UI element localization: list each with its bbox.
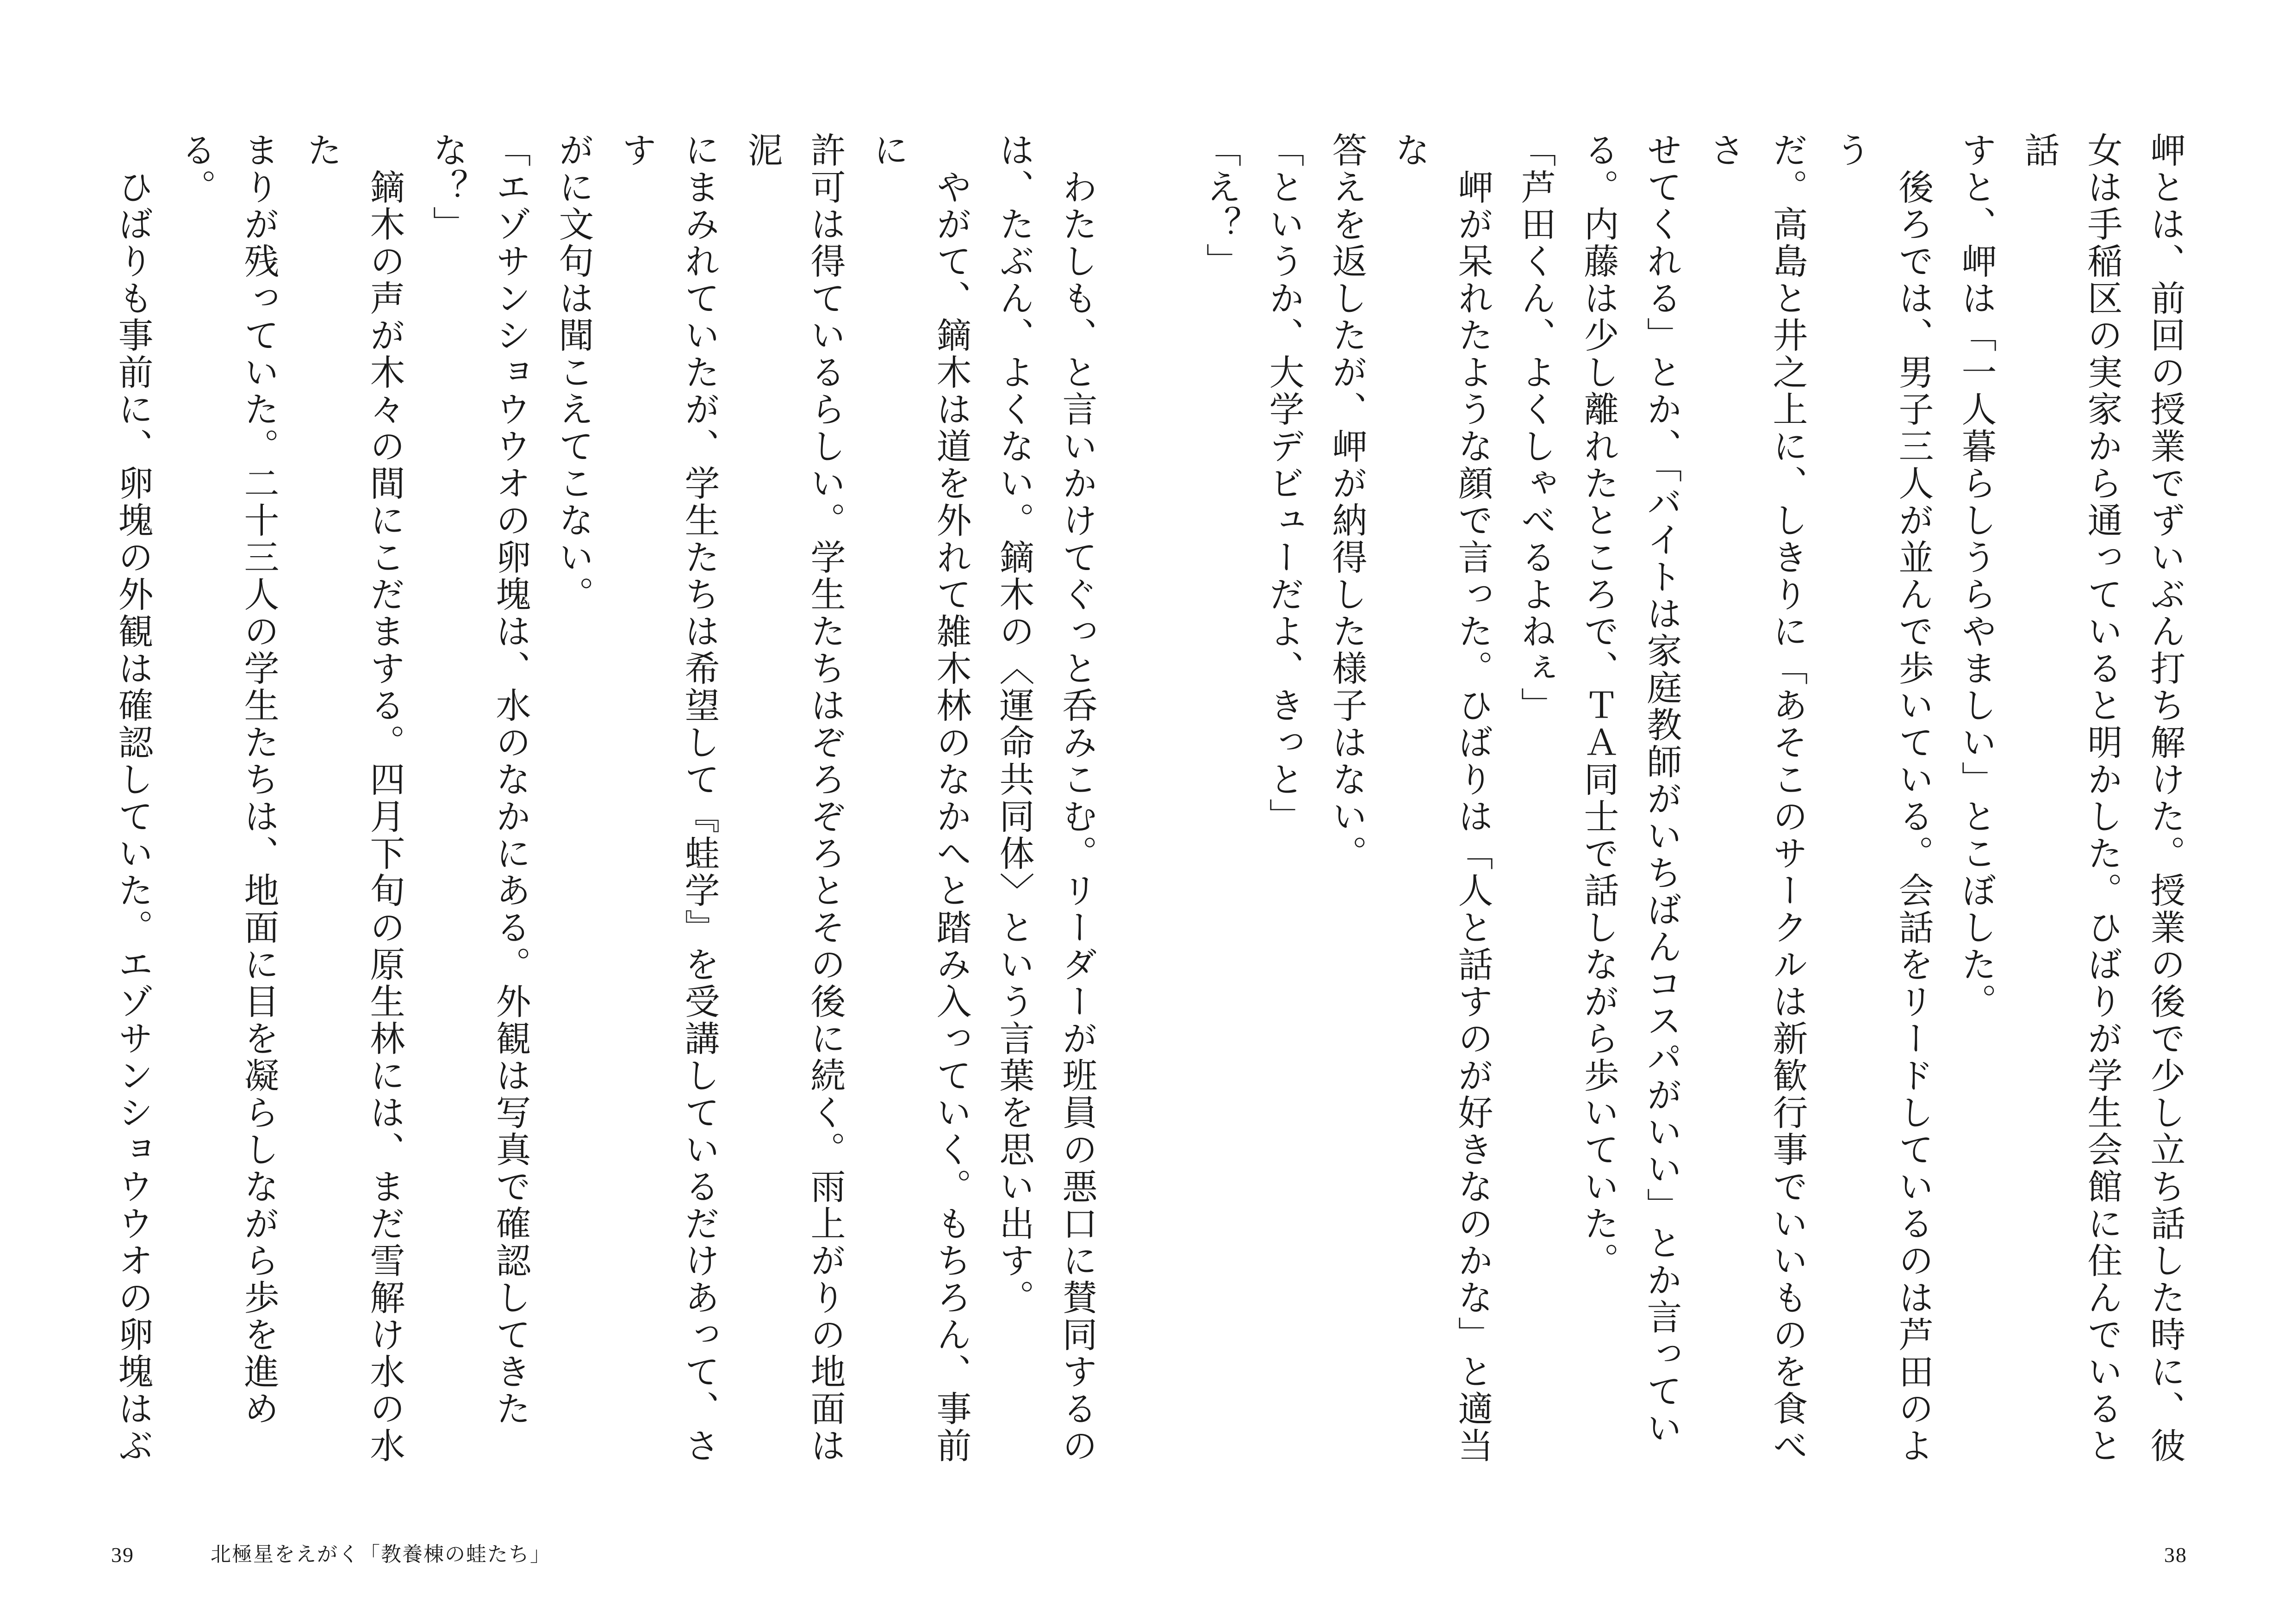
page-number-right: 38: [2164, 1543, 2187, 1567]
text-column: 後ろでは、男子三人が並んで歩いている。会話をリードしているのは芦田のよう: [1830, 132, 1934, 1464]
text-column: る。内藤は少し離れたところで、ＴＡ同士で話しながら歩いていた。: [1578, 132, 1619, 1279]
text-column: [1188, 132, 1189, 1488]
text-column: ひばりも事前に、卵塊の外観は確認していた。エゾサンショウウオの卵塊はぶ: [112, 169, 154, 1464]
text-column: な？」: [427, 132, 468, 243]
text-column: やがて、鏑木は道を外れて雑木林のなかへと踏み入っていく。もちろん、事前に: [868, 132, 972, 1464]
text-column: まりが残っていた。二十三人の学生たちは、地面に目を凝らしながら歩を進める。: [175, 132, 280, 1427]
text-column: 答えを返したが、岬が納得した様子はない。: [1326, 132, 1368, 872]
text-column: すと、岬は「一人暮らしうらやましい」とこぼした。: [1956, 132, 1997, 1020]
text-column: 岬とは、前回の授業でずいぶん打ち解けた。授業の後で少し立ち話した時に、彼: [2145, 132, 2186, 1464]
text-column: 「というか、大学デビューだよ、きっと」: [1263, 132, 1305, 835]
text-column: 鏑木の声が木々の間にこだまする。四月下旬の原生林には、まだ雪解け水の水た: [301, 132, 405, 1464]
text-column: 岬が呆れたような顔で言った。ひばりは「人と話すのが好きなのかな」と適当な: [1389, 132, 1493, 1464]
text-column: は、たぶん、よくない。鏑木の〈運命共同体〉という言葉を思い出す。: [994, 132, 1035, 1316]
text-column: だ。高島と井之上に、しきりに「あそこのサークルは新歓行事でいいものを食べさ: [1704, 132, 1808, 1464]
text-column: 「エゾサンショウウオの卵塊は、水のなかにある。外観は写真で確認してきた: [490, 132, 531, 1427]
text-column: がに文句は聞こえてこない。: [553, 132, 594, 613]
text-column: 「芦田くん、よくしゃべるよねぇ」: [1515, 132, 1556, 724]
text-column: にまみれていたが、学生たちは希望して『蛙学』を受講しているだけあって、さす: [616, 132, 720, 1464]
text-column: 「え？」: [1201, 132, 1242, 280]
text-column: せてくれる」とか、「バイトは家庭教師がいちばんコスパがいい」とか言ってい: [1641, 132, 1682, 1447]
text-column: 許可は得ているらしい。学生たちはぞろぞろとその後に続く。雨上がりの地面は泥: [742, 132, 846, 1464]
left-page-body: [100, 132, 1108, 1488]
running-head: 北極星をえがく「教養棟の蛙たち」: [211, 1543, 551, 1566]
text-column: わたしも、と言いかけてぐっと呑みこむ。リーダーが班員の悪口に賛同するの: [1057, 132, 1098, 1464]
text-column: 女は手稲区の実家から通っていると明かした。ひばりが学生会館に住んでいると話: [2019, 132, 2123, 1464]
page-number-left: 39: [111, 1543, 134, 1567]
right-page-body: [1188, 132, 2196, 1488]
